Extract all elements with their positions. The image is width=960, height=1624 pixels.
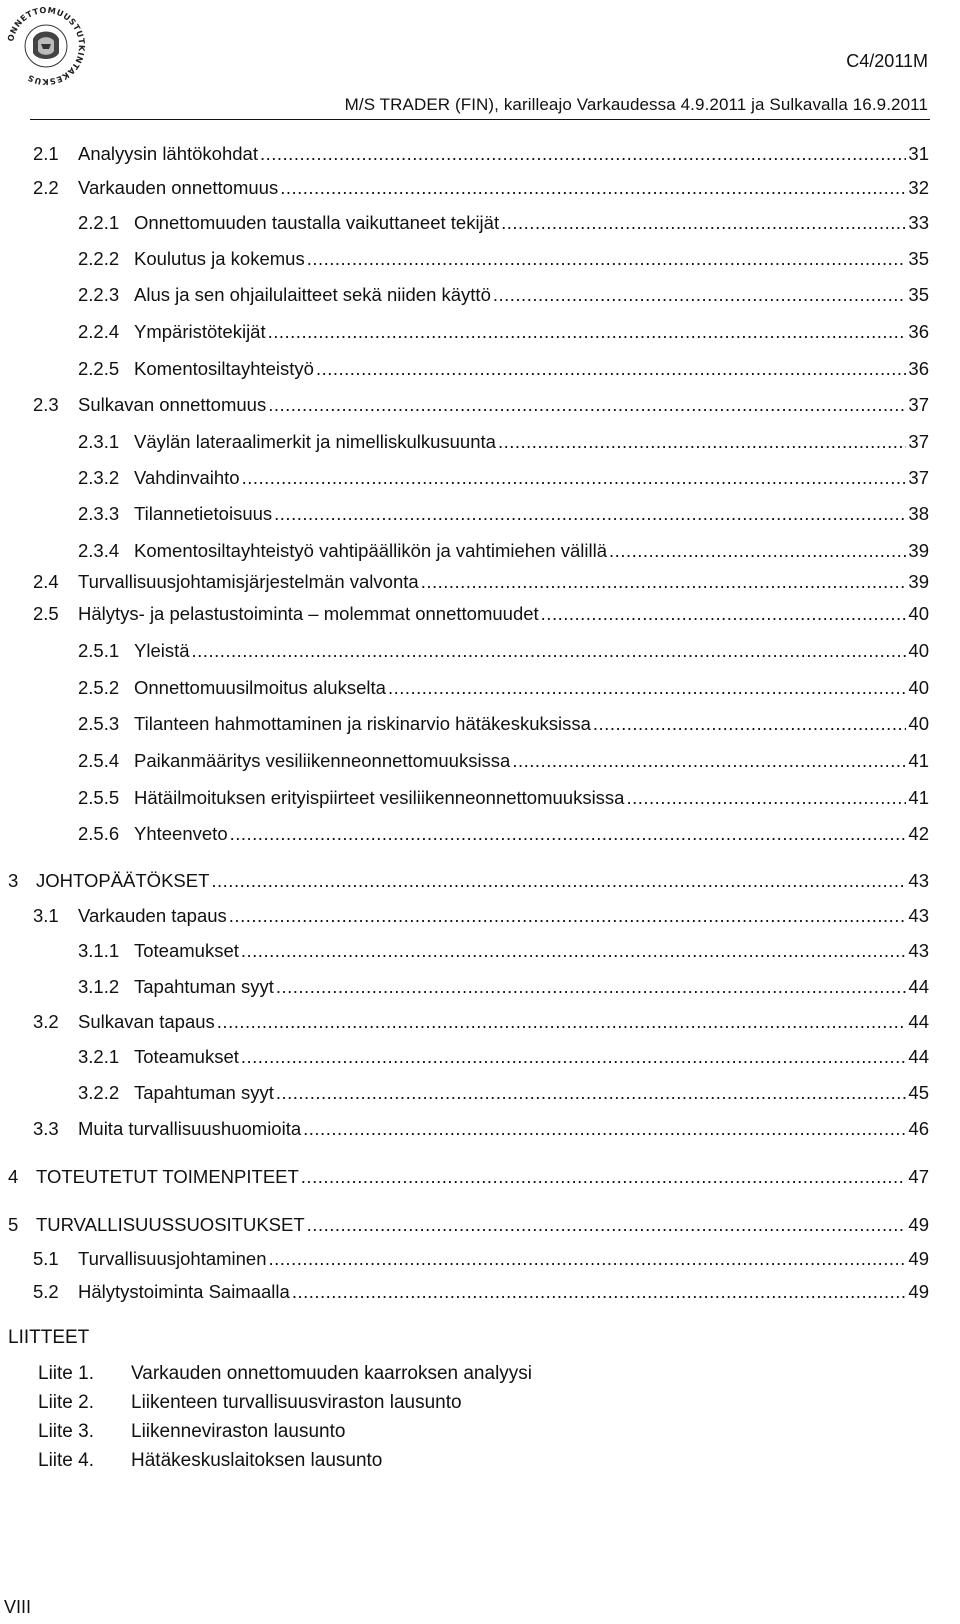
toc-page-number: 44	[908, 976, 929, 997]
toc-page-number: 49	[908, 1248, 929, 1269]
svg-text:ONNETTOMUUSTUTKINTAKESKUS: ONNETTOMUUSTUTKINTAKESKUS	[5, 4, 88, 88]
toc-page-number: 45	[908, 1082, 929, 1103]
toc-section-title: Tapahtuman syyt	[134, 1082, 274, 1103]
toc-entry[interactable]	[33, 143, 929, 167]
toc-section-title: Turvallisuusjohtaminen	[78, 1248, 267, 1269]
toc-dot-leader	[241, 1046, 907, 1068]
toc-section-title: Paikanmääritys vesiliikenneonnettomuuksissa	[134, 750, 511, 771]
toc-entry[interactable]	[78, 212, 929, 236]
appendix-title: Liikenteen turvallisuusviraston lausunto	[131, 1392, 462, 1413]
appendix-item[interactable]	[38, 1450, 382, 1472]
toc-page-number: 41	[908, 787, 929, 808]
toc-page-number: 40	[908, 677, 929, 698]
toc-dot-leader	[229, 905, 907, 927]
toc-page-number: 37	[908, 394, 929, 415]
toc-section-title: Turvallisuusjohtamisjärjestelmän valvonta	[78, 571, 419, 592]
toc-dot-leader	[421, 571, 907, 593]
toc-entry[interactable]	[33, 1011, 929, 1035]
appendix-item[interactable]	[38, 1392, 462, 1414]
toc-entry[interactable]	[8, 1166, 929, 1190]
toc-section-title: Alus ja sen ohjailulaitteet sekä niiden käyttö	[134, 284, 491, 305]
toc-entry[interactable]	[78, 940, 929, 964]
toc-dot-leader	[493, 284, 907, 306]
toc-section-number: 2.5.3	[78, 713, 120, 734]
toc-dot-leader	[230, 823, 907, 845]
toc-section-title: Varkauden onnettomuus	[78, 177, 279, 198]
toc-dot-leader	[541, 603, 907, 625]
appendix-label: Liite 3.	[38, 1421, 94, 1442]
toc-page-number: 39	[908, 571, 929, 592]
report-title: M/S TRADER (FIN), karilleajo Varkaudessa 4.9.2011 ja Sulkavalla 16.9.2011	[344, 95, 928, 114]
toc-section-number: 2.5.5	[78, 787, 120, 808]
toc-dot-leader	[512, 750, 906, 772]
toc-entry[interactable]	[78, 677, 929, 701]
toc-dot-leader	[276, 1082, 907, 1104]
toc-section-title: Vahdinvaihto	[134, 467, 240, 488]
toc-section-number: 2.5.1	[78, 640, 120, 661]
toc-section-number: 2.1	[33, 143, 59, 164]
toc-section-title: Onnettomuusilmoitus alukselta	[134, 677, 386, 698]
toc-section-number: 2.2.2	[78, 248, 120, 269]
toc-dot-leader	[242, 467, 907, 489]
toc-section-title: Hätäilmoituksen erityispiirteet vesiliikenneonnettomuuksissa	[134, 787, 625, 808]
toc-entry[interactable]	[78, 467, 929, 491]
toc-dot-leader	[241, 940, 907, 962]
toc-section-number: 2.5.2	[78, 677, 120, 698]
toc-entry[interactable]	[78, 321, 929, 345]
toc-section-title: Sulkavan onnettomuus	[78, 394, 267, 415]
toc-section-title: Koulutus ja kokemus	[134, 248, 305, 269]
toc-entry[interactable]	[78, 750, 929, 774]
toc-entry[interactable]	[78, 1082, 929, 1106]
toc-page-number: 32	[908, 177, 929, 198]
toc-section-number: 3.1	[33, 905, 59, 926]
toc-section-number: 2.2.4	[78, 321, 120, 342]
toc-section-title: Sulkavan tapaus	[78, 1011, 215, 1032]
appendix-title: Varkauden onnettomuuden kaarroksen analyysi	[131, 1363, 533, 1384]
appendix-label: Liite 4.	[38, 1450, 94, 1471]
toc-entry[interactable]	[78, 823, 929, 847]
toc-section-title: Tilanteen hahmottaminen ja riskinarvio hätäkeskuksissa	[134, 713, 591, 734]
toc-entry[interactable]	[78, 713, 929, 737]
toc-page-number: 43	[908, 870, 929, 891]
toc-section-title: TURVALLISUUSSUOSITUKSET	[36, 1214, 305, 1235]
toc-section-title: Yhteenveto	[134, 823, 228, 844]
toc-section-number: 2.5.4	[78, 750, 120, 771]
toc-dot-leader	[211, 870, 906, 892]
toc-dot-leader	[276, 976, 907, 998]
toc-page-number: 33	[908, 212, 929, 233]
toc-entry[interactable]	[8, 1214, 929, 1238]
toc-section-number: 3.1.2	[78, 976, 120, 997]
appendix-title: Hätäkeskuslaitoksen lausunto	[131, 1450, 383, 1471]
toc-section-title: Tilannetietoisuus	[134, 503, 273, 524]
toc-dot-leader	[268, 321, 907, 343]
toc-dot-leader	[498, 431, 906, 453]
toc-page-number: 36	[908, 358, 929, 379]
toc-dot-leader	[307, 248, 907, 270]
toc-section-number: 2.3.1	[78, 431, 120, 452]
toc-dot-leader	[626, 787, 906, 809]
toc-page-number: 41	[908, 750, 929, 771]
toc-entry[interactable]	[8, 870, 929, 894]
toc-page-number: 37	[908, 467, 929, 488]
toc-section-number: 3.1.1	[78, 940, 120, 961]
appendix-item[interactable]	[38, 1363, 532, 1385]
toc-dot-leader	[388, 677, 906, 699]
toc-entry[interactable]	[78, 431, 929, 455]
toc-section-number: 4	[8, 1166, 19, 1187]
toc-section-title: TOTEUTETUT TOIMENPITEET	[36, 1166, 299, 1187]
toc-section-title: Onnettomuuden taustalla vaikuttaneet tekijät	[134, 212, 500, 233]
toc-page-number: 47	[908, 1166, 929, 1187]
toc-entry[interactable]	[78, 358, 929, 382]
toc-dot-leader	[280, 177, 906, 199]
toc-page-number: 31	[908, 143, 929, 164]
toc-section-number: 3.2	[33, 1011, 59, 1032]
appendices-heading: LIITTEET	[8, 1327, 90, 1348]
toc-entry[interactable]	[78, 503, 929, 527]
toc-page-number: 37	[908, 431, 929, 452]
appendix-label: Liite 2.	[38, 1392, 94, 1413]
toc-entry[interactable]	[78, 1046, 929, 1070]
toc-section-title: Toteamukset	[134, 940, 239, 961]
toc-dot-leader	[269, 1248, 907, 1270]
toc-page-number: 49	[908, 1214, 929, 1235]
toc-dot-leader	[260, 143, 906, 165]
toc-page-number: 40	[908, 640, 929, 661]
toc-section-number: 3.2.1	[78, 1046, 120, 1067]
toc-page-number: 35	[908, 284, 929, 305]
toc-page-number: 42	[908, 823, 929, 844]
toc-section-number: 2.2.3	[78, 284, 120, 305]
toc-entry[interactable]	[33, 394, 929, 418]
toc-section-number: 3	[8, 870, 19, 891]
toc-page-number: 44	[908, 1046, 929, 1067]
agency-seal-logo	[3, 3, 89, 89]
toc-section-number: 2.3.2	[78, 467, 120, 488]
toc-dot-leader	[593, 713, 907, 735]
toc-entry[interactable]	[78, 284, 929, 308]
toc-entry[interactable]	[33, 1281, 929, 1305]
toc-entry[interactable]	[33, 1118, 929, 1142]
toc-section-title: Ympäristötekijät	[134, 321, 266, 342]
toc-entry[interactable]	[78, 540, 929, 564]
toc-page-number: 38	[908, 503, 929, 524]
toc-section-number: 5	[8, 1214, 19, 1235]
toc-section-title: Yleistä	[134, 640, 190, 661]
report-code: C4/2011M	[846, 51, 928, 71]
toc-dot-leader	[316, 358, 906, 380]
toc-entry[interactable]	[78, 640, 929, 664]
toc-page-number: 40	[908, 713, 929, 734]
toc-section-number: 2.3	[33, 394, 59, 415]
toc-section-number: 2.2.1	[78, 212, 120, 233]
toc-page-number: 49	[908, 1281, 929, 1302]
toc-section-title: Tapahtuman syyt	[134, 976, 274, 997]
toc-section-number: 2.3.3	[78, 503, 120, 524]
toc-dot-leader	[501, 212, 906, 234]
toc-section-number: 2.5.6	[78, 823, 120, 844]
toc-section-title: Analyysin lähtökohdat	[78, 143, 258, 164]
toc-section-title: Hälytys- ja pelastustoiminta – molemmat onnettomuudet	[78, 603, 539, 624]
toc-page-number: 35	[908, 248, 929, 269]
header-divider	[30, 119, 930, 120]
toc-section-number: 2.4	[33, 571, 59, 592]
toc-section-title: Komentosiltayhteistyö vahtipäällikön ja vahtimiehen välillä	[134, 540, 608, 561]
toc-dot-leader	[303, 1118, 906, 1140]
toc-entry[interactable]	[33, 177, 929, 201]
toc-section-title: Komentosiltayhteistyö	[134, 358, 314, 379]
toc-page-number: 44	[908, 1011, 929, 1032]
toc-section-number: 3.2.2	[78, 1082, 120, 1103]
toc-section-title: Hälytystoiminta Saimaalla	[78, 1281, 290, 1302]
page-number: VIII	[4, 1597, 32, 1617]
toc-entry[interactable]	[33, 905, 929, 929]
toc-page-number: 43	[908, 905, 929, 926]
toc-section-title: JOHTOPÄÄTÖKSET	[36, 870, 210, 891]
toc-entry[interactable]	[33, 571, 929, 595]
toc-section-title: Muita turvallisuushuomioita	[78, 1118, 302, 1139]
toc-page-number: 36	[908, 321, 929, 342]
toc-page-number: 40	[908, 603, 929, 624]
toc-section-number: 5.1	[33, 1248, 59, 1269]
toc-entry[interactable]	[33, 1248, 929, 1272]
toc-dot-leader	[301, 1166, 907, 1188]
toc-section-number: 3.3	[33, 1118, 59, 1139]
toc-page-number: 43	[908, 940, 929, 961]
appendix-title: Liikenneviraston lausunto	[131, 1421, 346, 1442]
toc-page-number: 39	[908, 540, 929, 561]
toc-entry[interactable]	[78, 976, 929, 1000]
toc-section-number: 5.2	[33, 1281, 59, 1302]
toc-dot-leader	[609, 540, 906, 562]
appendix-item[interactable]	[38, 1421, 345, 1443]
toc-section-title: Toteamukset	[134, 1046, 239, 1067]
toc-dot-leader	[274, 503, 906, 525]
toc-section-number: 2.3.4	[78, 540, 120, 561]
toc-section-number: 2.2	[33, 177, 59, 198]
toc-section-title: Väylän lateraalimerkit ja nimelliskulkusuunta	[134, 431, 496, 452]
toc-section-title: Varkauden tapaus	[78, 905, 227, 926]
toc-dot-leader	[217, 1011, 907, 1033]
toc-entry[interactable]	[78, 787, 929, 811]
toc-entry[interactable]	[78, 248, 929, 272]
toc-dot-leader	[268, 394, 906, 416]
toc-section-number: 2.5	[33, 603, 59, 624]
toc-dot-leader	[307, 1214, 907, 1236]
toc-dot-leader	[292, 1281, 907, 1303]
toc-section-number: 2.2.5	[78, 358, 120, 379]
toc-entry[interactable]	[33, 603, 929, 627]
toc-page-number: 46	[908, 1118, 929, 1139]
toc-dot-leader	[192, 640, 907, 662]
appendix-label: Liite 1.	[38, 1363, 94, 1384]
